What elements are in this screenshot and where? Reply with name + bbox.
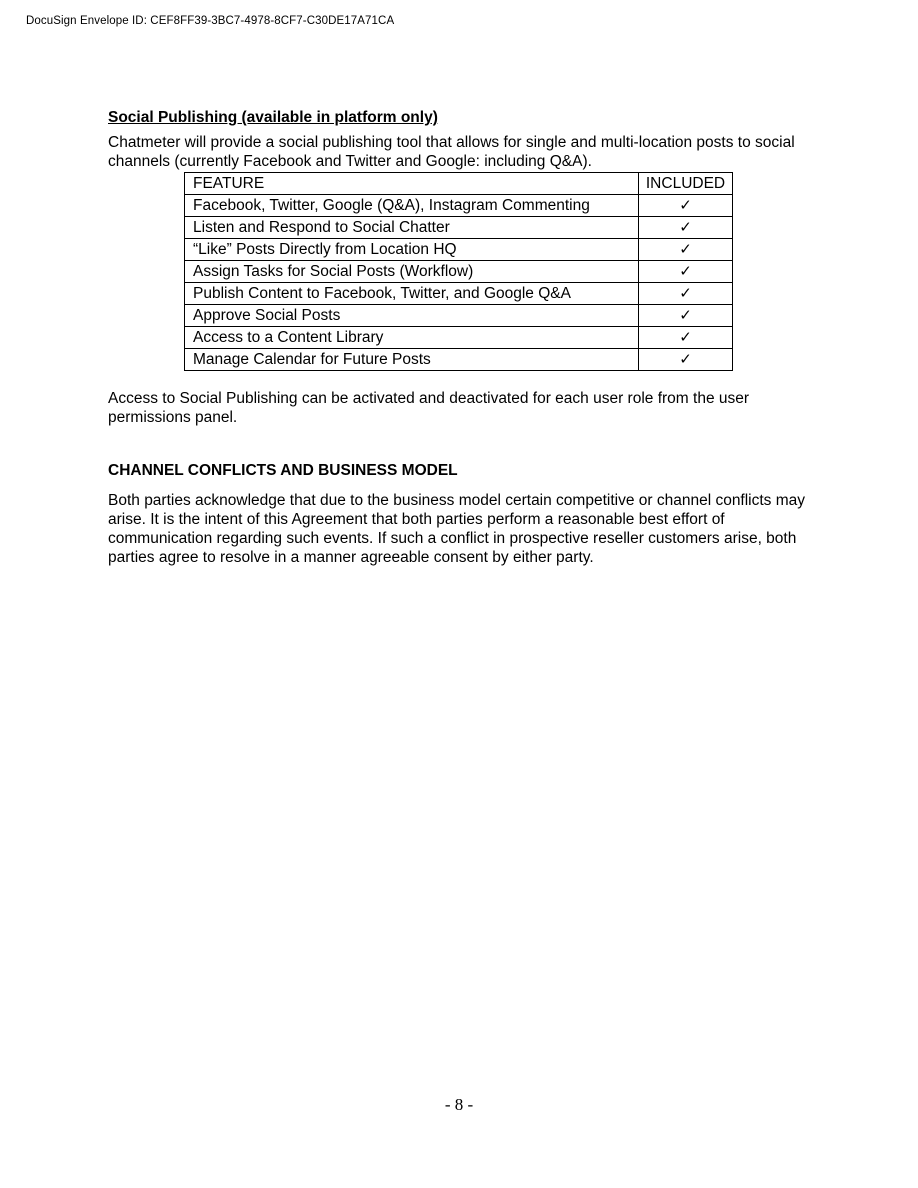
checkmark-icon: ✓ [679,350,692,368]
document-body [108,108,828,567]
feature-cell: Facebook, Twitter, Google (Q&A), Instagram Commenting [185,195,639,217]
included-cell [639,195,733,217]
checkmark-icon: ✓ [679,328,692,346]
included-cell [639,283,733,305]
included-cell [639,261,733,283]
channel-conflicts-body: Both parties acknowledge that due to the business model certain competitive or channel conflicts may arise. It is the intent of this Agreement that both parties perform a reasonable best effort of communication regarding such events. If such a conflict in prospective reseller customers arise, both parties agree to resolve in a manner agreeable consent by either party. [108,492,806,566]
included-cell [639,327,733,349]
table-row [185,239,733,261]
table-row [185,217,733,239]
checkmark-icon: ✓ [679,240,692,258]
table-row [185,261,733,283]
feature-cell: Manage Calendar for Future Posts [185,349,639,371]
table-row [185,305,733,327]
social-publishing-intro: Chatmeter will provide a social publishing tool that allows for single and multi-location posts to social channels (currently Facebook and Twitter and Google: including Q&A). [108,134,795,170]
feature-cell: “Like” Posts Directly from Location HQ [185,239,639,261]
included-column-header: INCLUDED [639,173,733,195]
checkmark-icon: ✓ [679,306,692,324]
table-row [185,349,733,371]
checkmark-icon: ✓ [679,284,692,302]
channel-conflicts-heading: CHANNEL CONFLICTS AND BUSINESS MODEL [108,462,458,479]
page-number: - 8 - [444,1095,474,1114]
feature-column-header: FEATURE [185,173,639,195]
table-row [185,327,733,349]
feature-cell: Assign Tasks for Social Posts (Workflow) [185,261,639,283]
docusign-envelope-id: DocuSign Envelope ID: CEF8FF39-3BC7-4978-8CF7-C30DE17A71CA [26,15,395,27]
included-cell [639,239,733,261]
table-row [185,195,733,217]
table-header-row [185,173,733,195]
included-cell [639,349,733,371]
table-row [185,283,733,305]
feature-table [184,172,733,371]
checkmark-icon: ✓ [679,218,692,236]
feature-cell: Approve Social Posts [185,305,639,327]
social-publishing-heading: Social Publishing (available in platform only) [108,109,438,126]
included-cell [639,305,733,327]
feature-cell: Listen and Respond to Social Chatter [185,217,639,239]
social-publishing-permissions-note: Access to Social Publishing can be activated and deactivated for each user role from the user permissions panel. [108,390,750,426]
included-cell [639,217,733,239]
feature-cell: Publish Content to Facebook, Twitter, and Google Q&A [185,283,639,305]
checkmark-icon: ✓ [679,196,692,214]
feature-cell: Access to a Content Library [185,327,639,349]
checkmark-icon: ✓ [679,262,692,280]
